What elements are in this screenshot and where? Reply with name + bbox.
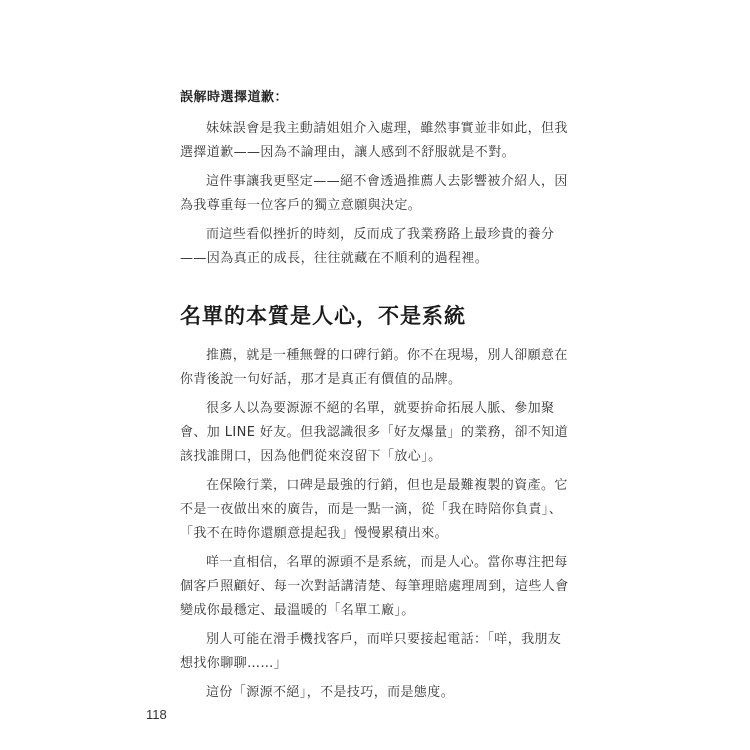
paragraph: 在保險行業，口碑是最強的行銷，但也是最難複製的資產。它不是一夜做出來的廣告，而是一點一滴，從「我在時陪你負責」、「我不在時你還願意提起我」慢慢累積出來。 [180,478,568,541]
paragraph: 這份「源源不絕」，不是技巧，而是態度。 [206,685,455,700]
page-content [180,86,572,710]
paragraph: 推薦，就是一種無聲的口碑行銷。你不在現場，別人卻願意在你背後說一句好話，那才是真正有價值的品牌。 [180,348,568,387]
paragraph: 妹妹誤會是我主動請姐姐介入處理，雖然事實並非如此，但我選擇道歉——因為不論理由，讓人感到不舒服就是不對。 [180,121,568,160]
paragraph: 這件事讓我更堅定——絕不會透過推薦人去影響被介紹人，因為我尊重每一位客戶的獨立意願與決定。 [180,174,568,213]
paragraph: 咩一直相信，名單的源頭不是系統，而是人心。當你專注把每個客戶照顧好、每一次對話講清楚、每筆理賠處理周到，這些人會變成你最穩定、最溫暖的「名單工廠」。 [180,555,569,618]
section-title: 名單的本質是人心，不是系統 [180,304,466,328]
paragraph: 很多人以為要源源不絕的名單，就要拚命拓展人脈、參加聚會、加 LINE 好友。但我認識很多「好友爆量」的業務，卻不知道該找誰開口，因為他們從來沒留下「放心」。 [180,401,569,464]
sub-heading: 誤解時選擇道歉： [180,90,289,105]
page-number: 118 [146,707,167,722]
paragraph: 別人可能在滑手機找客戶，而咩只要接起電話：「咩，我朋友想找你聊聊……」 [180,632,562,671]
paragraph: 而這些看似挫折的時刻，反而成了我業務路上最珍貴的養分——因為真正的成長，往往就藏在不順利的過程裡。 [180,227,555,266]
